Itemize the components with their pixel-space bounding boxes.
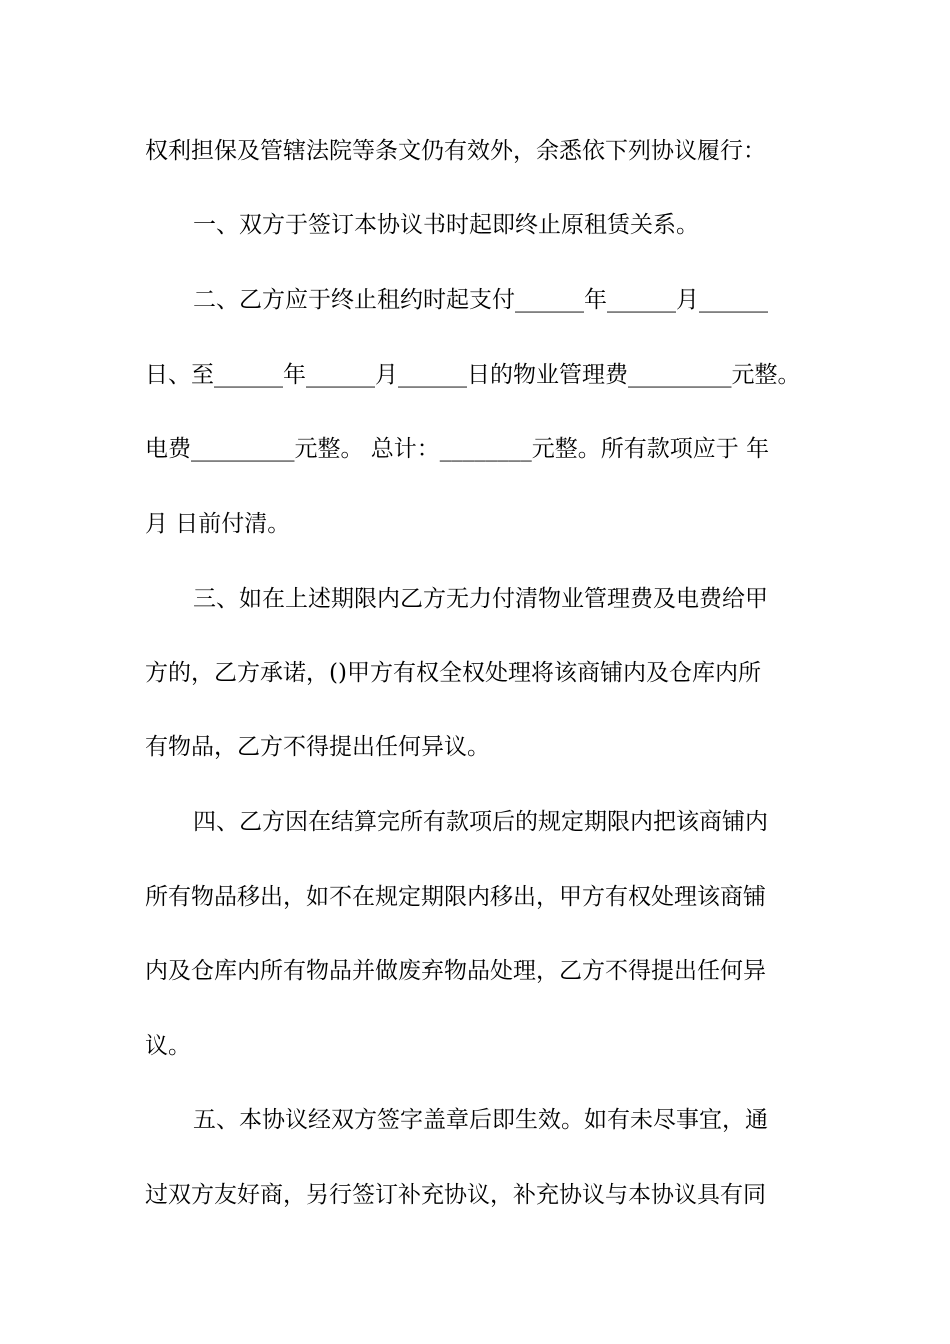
text-line: 三、如在上述期限内乙方无力付清物业管理费及电费给甲 — [193, 586, 768, 612]
text-line: 所有物品移出，如不在规定期限内移出，甲方有权处理该商铺 — [145, 884, 766, 910]
text-line: 二、乙方应于终止租约时起支付______年______月______ — [193, 287, 768, 313]
text-line: 有物品，乙方不得提出任何异议。 — [145, 734, 490, 760]
text-line: 电费_________元整。 总计：________元整。所有款项应于 年 — [145, 436, 770, 462]
text-line: 方的，乙方承诺，()甲方有权全权处理将该商铺内及仓库内所 — [145, 660, 761, 686]
text-line: 议。 — [145, 1033, 191, 1059]
text-line: 五、本协议经双方签字盖章后即生效。如有未尽事宜，通 — [193, 1107, 768, 1133]
text-line: 月 日前付清。 — [145, 511, 291, 537]
text-line: 一、双方于签订本协议书时起即终止原租赁关系。 — [193, 212, 699, 238]
text-line: 内及仓库内所有物品并做废弃物品处理，乙方不得提出任何异 — [145, 958, 766, 984]
text-line: 四、乙方因在结算完所有款项后的规定期限内把该商铺内 — [193, 809, 768, 835]
text-line: 过双方友好商，另行签订补充协议，补充协议与本协议具有同 — [145, 1182, 766, 1208]
text-line: 权利担保及管辖法院等条文仍有效外，余悉依下列协议履行： — [145, 138, 766, 164]
text-line: 日、至______年______月______日的物业管理费_________元整。 — [145, 362, 801, 388]
